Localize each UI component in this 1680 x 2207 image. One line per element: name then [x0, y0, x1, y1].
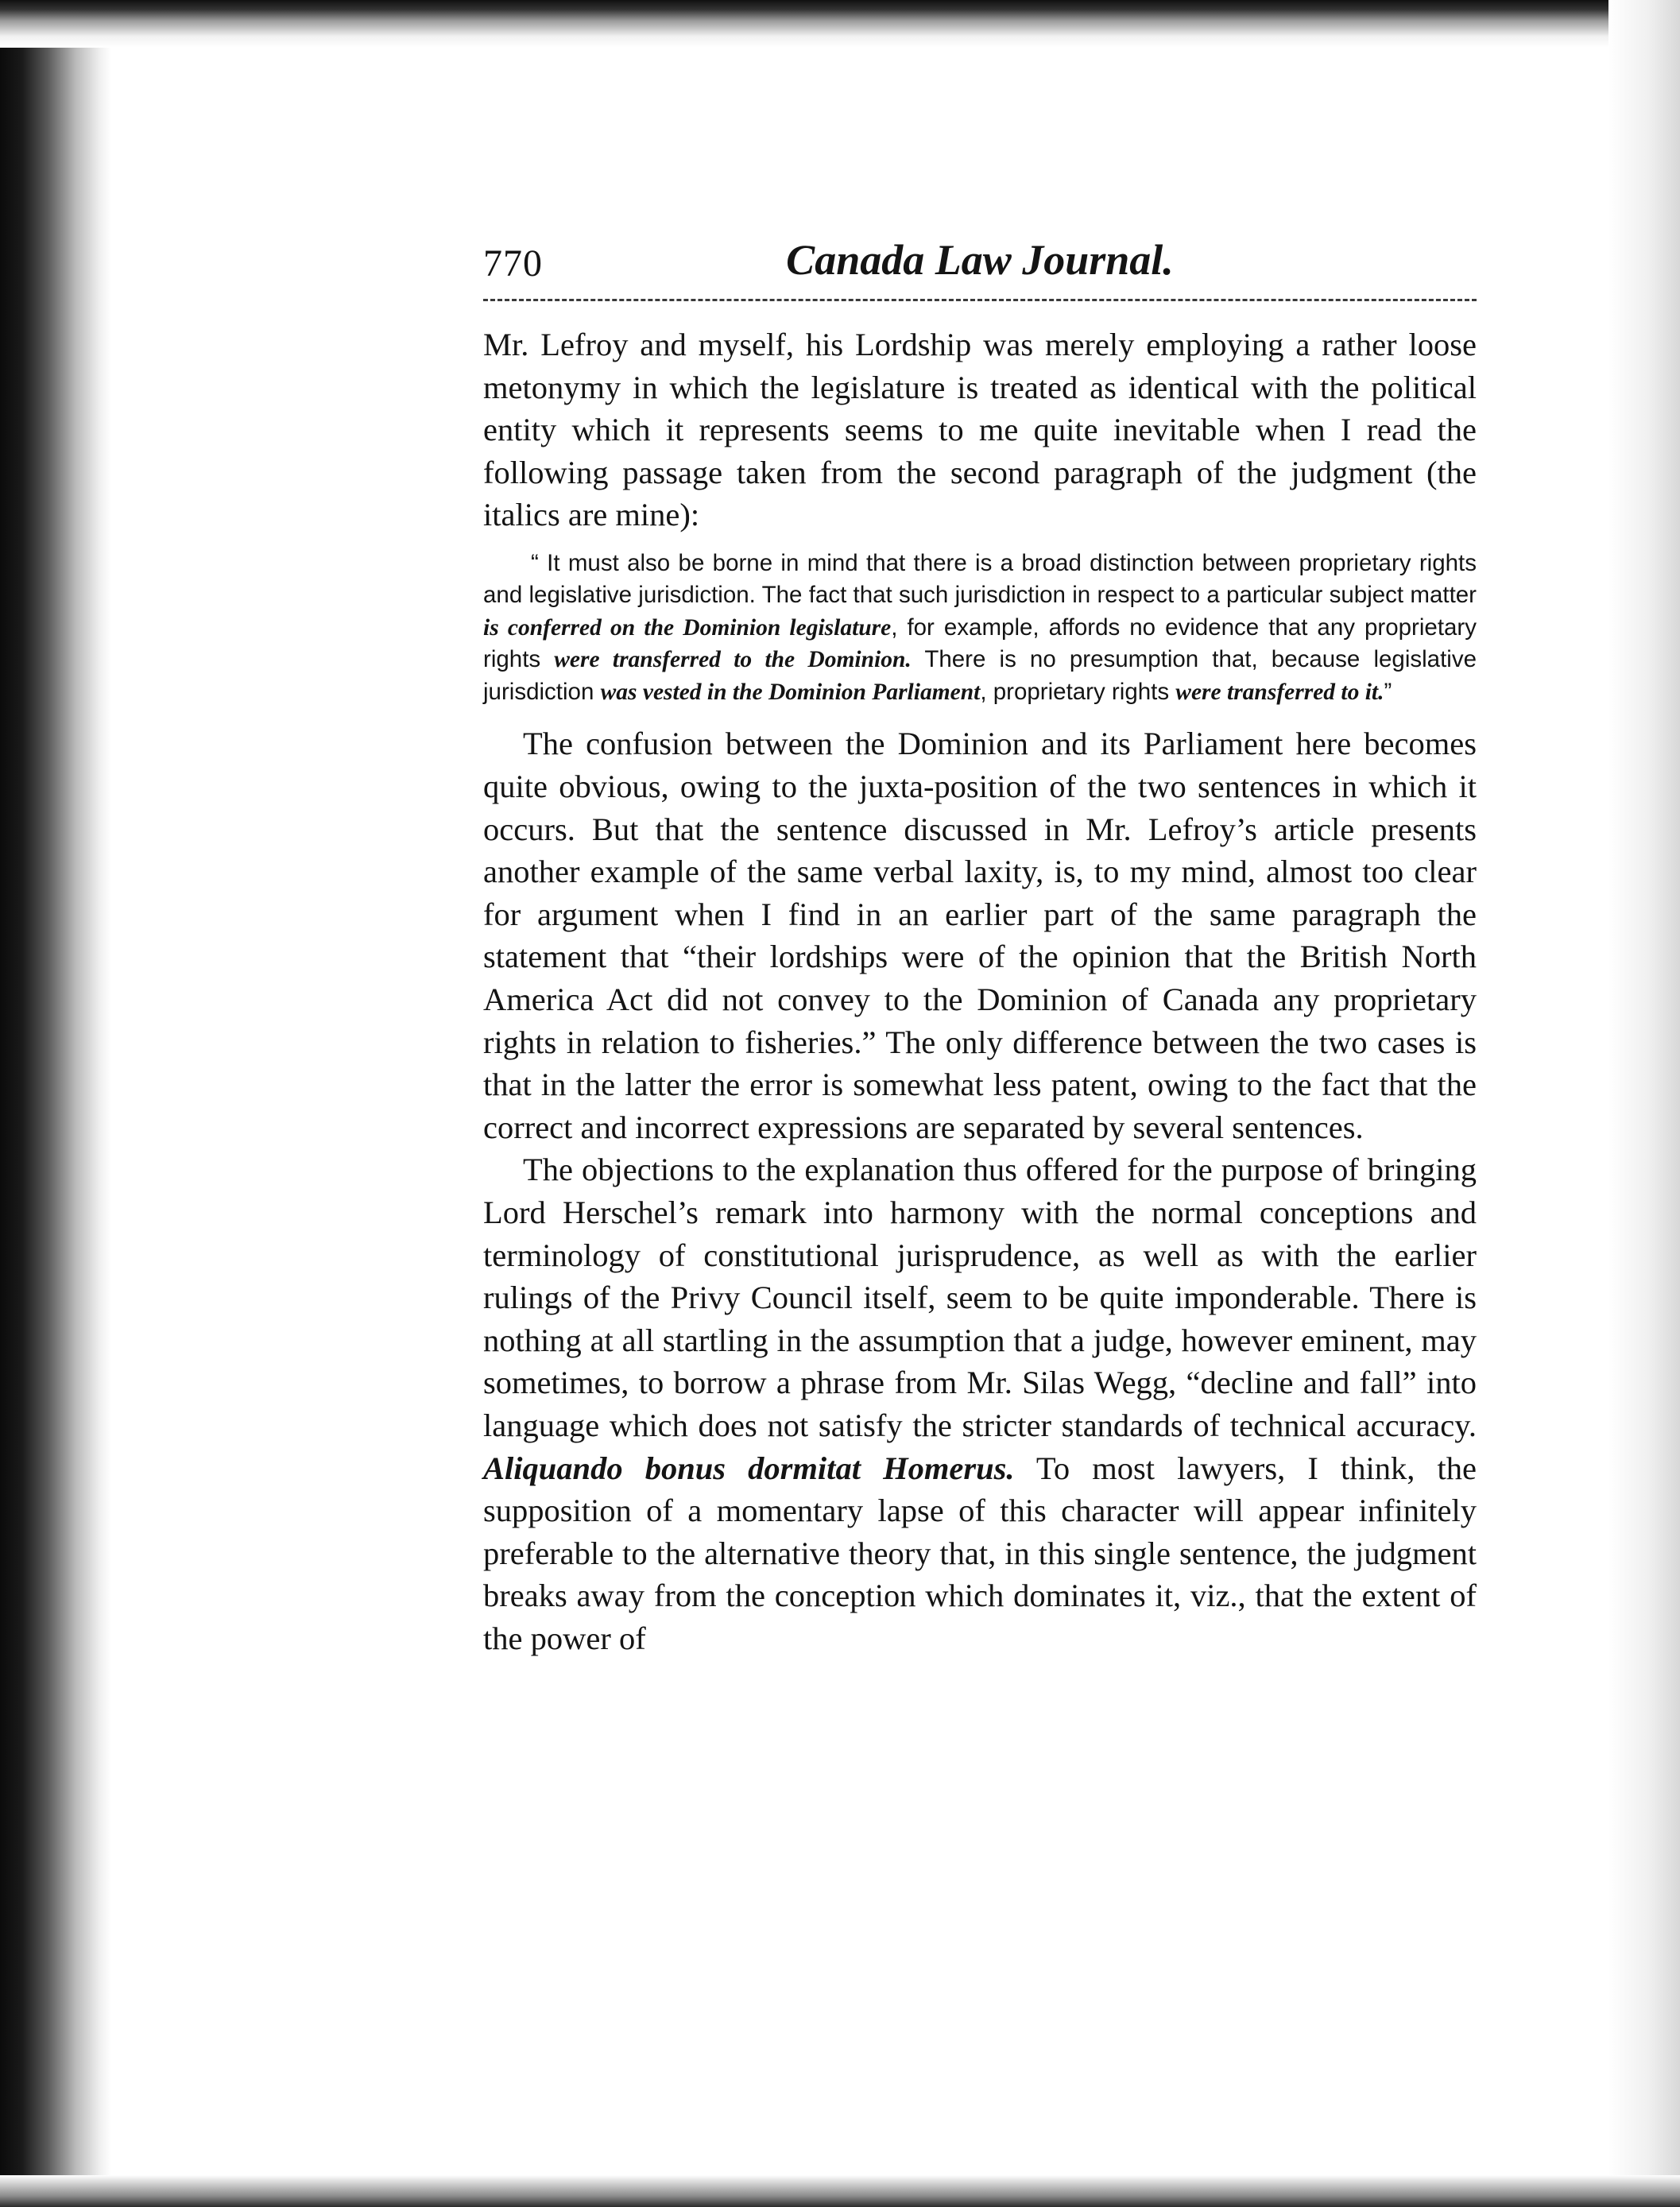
quote-italic-3: was vested in the Dominion Parliament: [600, 679, 981, 705]
paragraph-1: Mr. Lefroy and myself, his Lordship was merely employing a rather loose metonymy in which the legislature is treated as identical with the political entity which it represents seems to me quite inevitable when I read the following passage taken from the second paragraph of the judgment (the italics are mine):: [483, 327, 1477, 533]
page-number: 770: [483, 242, 543, 285]
paragraph-3-text-b: To most lawyers, I think, the supposition of a momentary lapse of this character will appear infinitely preferable to the alternative theory that, in this single sentence, the judgment breaks away from the conception which dominates it, viz., that the extent of the power of: [483, 1450, 1477, 1656]
paragraph-2: The confusion between the Dominion and its Parliament here becomes quite obvious, owing to the juxta-position of the two sentences in which it occurs. But that the sentence discussed in Mr. Lefroy’s article presents another example of the same verbal laxity, is, to my mind, almost too clear for argument when I find in an earlier part of the same paragraph the statement that “their lordships were of the opinion that the British North America Act did not convey to the Dominion of Canada any proprietary rights in relation to fisheries.” The only difference between the two cases is that in the latter the error is somewhat less patent, owing to the fact that the correct and incorrect expressions are separated by several sentences.: [483, 726, 1477, 1145]
quote-text-2: , for example, affords no evidence that any proprietary rights: [483, 614, 1477, 673]
quote-text-5: ”: [1384, 678, 1392, 705]
quote-italic-1: is conferred on the Dominion legislature: [483, 614, 892, 641]
paragraph-3: [483, 1148, 1477, 1659]
scan-edge-top: [0, 0, 1680, 48]
scan-edge-bottom: [0, 2175, 1680, 2207]
latin-phrase: Aliquando bonus dormitat Homerus.: [483, 1450, 1015, 1486]
journal-page: [483, 235, 1477, 1660]
block-quote: [483, 548, 1477, 709]
quote-text-1: “ It must also be borne in mind that there is a broad distinction between proprietary rights and legislative jurisdiction. The fact that such jurisdiction in respect to a particular subject matter: [483, 549, 1477, 609]
page-header: [483, 235, 1477, 301]
scan-edge-left: [0, 0, 111, 2207]
journal-title: Canada Law Journal.: [786, 236, 1174, 284]
quote-italic-2: were transferred to the Dominion.: [554, 647, 912, 673]
scan-edge-right: [1608, 0, 1680, 2207]
quote-text-3: There is no presumption that, because legislative jurisdiction: [483, 646, 1477, 705]
quote-italic-4: were transferred to it.: [1175, 679, 1384, 705]
quote-text-4: , proprietary rights: [980, 678, 1176, 705]
paragraph-3-text-a: The objections to the explanation thus offered for the purpose of bringing Lord Herschel’s remark into harmony with the normal conceptions and terminology of constitutional jurisprudence, as well as with the earlier rulings of the Privy Council itself, seem to be quite imponderable. There is nothing at all startling in the assumption that a judge, however eminent, may sometimes, to borrow a phrase from Mr. Silas Wegg, “decline and fall” into language which does not satisfy the stricter standards of technical accuracy.: [483, 1152, 1477, 1443]
